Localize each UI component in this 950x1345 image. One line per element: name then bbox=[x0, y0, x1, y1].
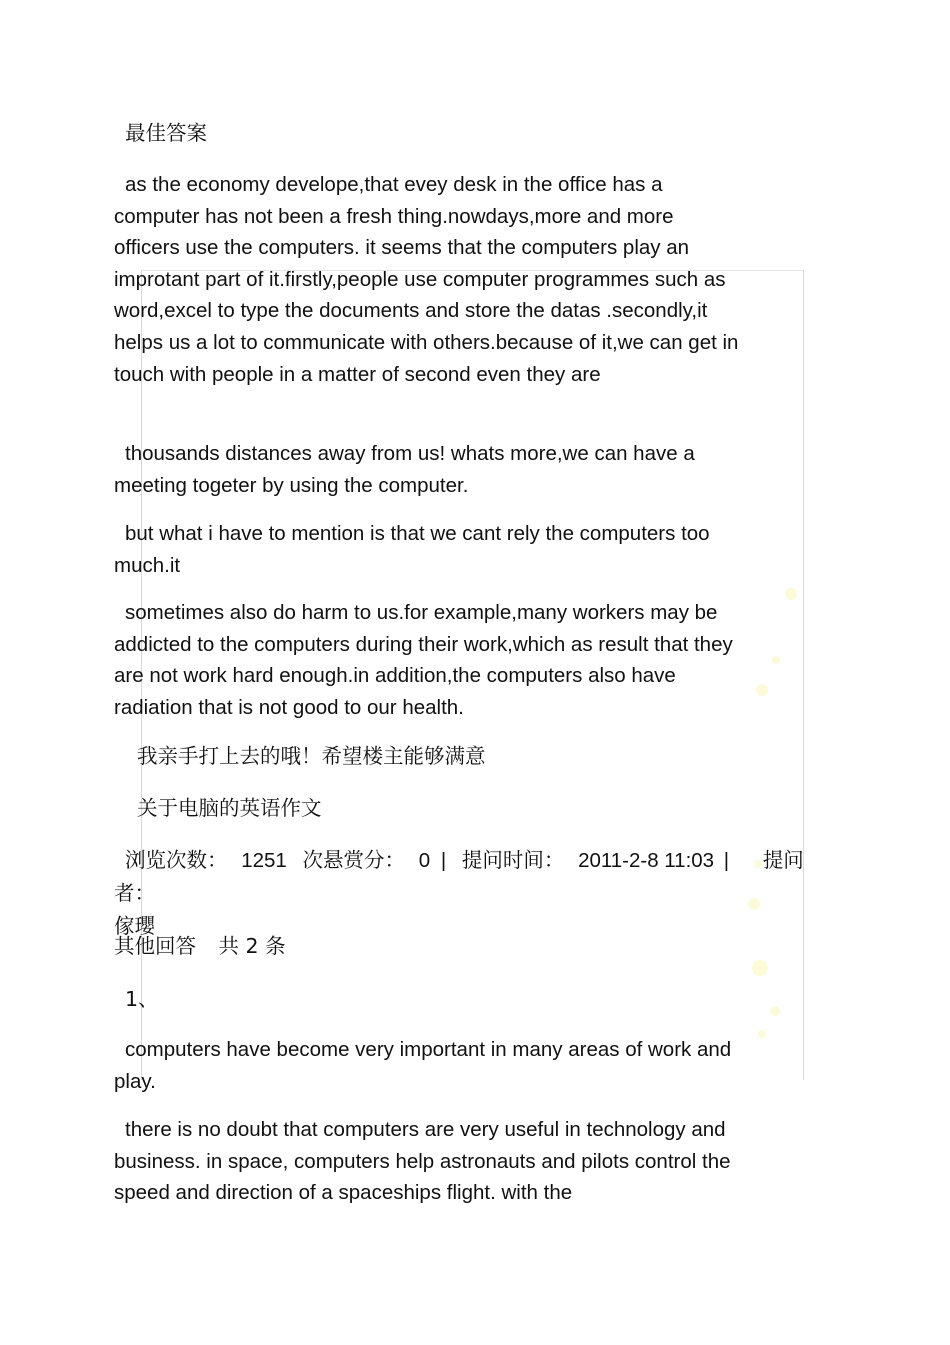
question-topic: 关于电脑的英语作文 bbox=[137, 796, 322, 820]
best-answer-paragraph-3: but what i have to mention is that we cant rely the computers too much.it bbox=[114, 522, 710, 577]
bounty-value: 0 bbox=[418, 849, 431, 872]
views-label: 浏览次数： bbox=[125, 849, 228, 872]
meta-separator: | bbox=[723, 849, 730, 872]
best-answer-paragraph-1: as the economy develope,that evey desk in the office has a computer has not been a fresh thing.nowdays,more and more officers use the computers. it seems that the computers play an improtant part of it.firstly,people use computer programmes such as word,excel to type the documents and store the datas .secondly,it helps us a lot to communicate with others.because of it,we can get in touch with people in a matter of second even they are bbox=[114, 173, 739, 386]
answer-one-paragraph-1: computers have become very important in many areas of work and play. bbox=[114, 1038, 732, 1093]
author-note: 我亲手打上去的哦！希望楼主能够满意 bbox=[137, 744, 486, 768]
views-value: 1251 bbox=[241, 849, 287, 872]
asked-time-label: 提问时间： bbox=[461, 849, 565, 872]
asker-name: 傢瓔 bbox=[114, 915, 155, 938]
other-answers-header bbox=[114, 931, 286, 962]
other-answers-count: 共 2 条 bbox=[218, 934, 286, 958]
answer-one-paragraph-2: there is no doubt that computers are very useful in technology and business. in space, computers help astronauts and pilots control the speed and direction of a spaceships flight. with the bbox=[114, 1118, 731, 1205]
asker-label: 提问者： bbox=[114, 849, 804, 905]
bounty-label: 次悬赏分： bbox=[302, 849, 406, 872]
page-frame-right-edge bbox=[803, 270, 804, 1080]
asked-time-value: 2011-2-8 11:03 bbox=[578, 849, 715, 872]
other-answers-label: 其他回答 bbox=[114, 934, 196, 958]
meta-separator: | bbox=[440, 849, 447, 872]
best-answer-paragraph-2: thousands distances away from us! whats more,we can have a meeting togeter by using the computer. bbox=[114, 442, 695, 497]
best-answer-heading: 最佳答案 bbox=[125, 121, 207, 145]
question-meta bbox=[114, 844, 834, 943]
best-answer-paragraph-4: sometimes also do harm to us.for example,many workers may be addicted to the computers during their work,which as result that they are not work hard enough.in addition,the computers also have radiation that is not good to our health. bbox=[114, 601, 733, 719]
answer-number: 1、 bbox=[125, 987, 159, 1011]
